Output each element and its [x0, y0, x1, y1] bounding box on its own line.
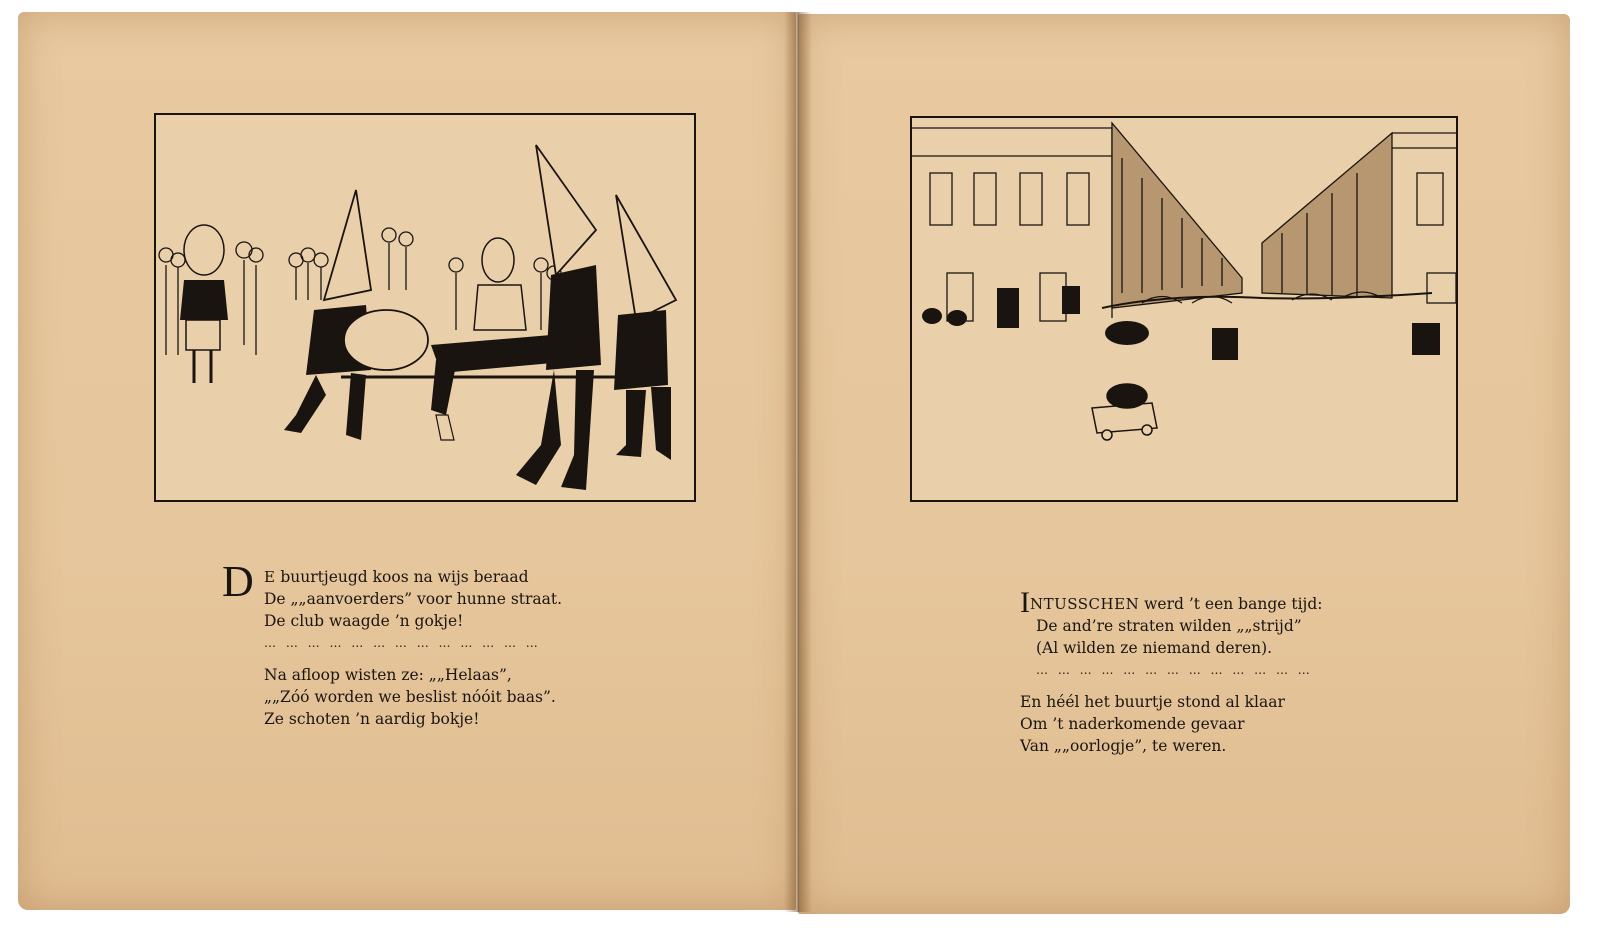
right-receding-building	[1262, 133, 1456, 303]
first-line-caps: NTUSSCHEN	[1030, 595, 1140, 613]
stanza-gap	[1020, 681, 1400, 691]
left-poem	[222, 557, 602, 730]
poem-line: De „„aanvoerders” voor hunne straat.	[264, 590, 563, 608]
first-line-caps: E	[264, 568, 276, 586]
poem-line: Van „„oorlogje”, te weren.	[1020, 737, 1227, 755]
drop-cap: D	[222, 557, 254, 606]
street-barricade-drawing-icon	[912, 118, 1456, 500]
poem-line: En héél het buurtje stond al klaar	[1020, 693, 1285, 711]
left-receding-building	[1112, 123, 1242, 308]
right-illustration	[910, 116, 1458, 502]
shirtless-man	[474, 238, 526, 330]
first-line-rest: werd ’t een bange tijd:	[1139, 595, 1323, 613]
hooded-bearer-2	[516, 145, 601, 490]
toy-cart	[1092, 384, 1157, 440]
poem-line: „„Zóó worden we beslist nóóit baas”.	[264, 688, 556, 706]
poem-line: De and’re straten wilden „„strijd”	[1036, 617, 1302, 635]
right-poem	[1020, 586, 1400, 757]
poem-ellipsis: … … … … … … … … … … … … …	[264, 636, 541, 650]
poem-line: Om ’t naderkomende gevaar	[1020, 715, 1245, 733]
poem-line: De club waagde ’n gokje!	[264, 612, 464, 630]
poem-first-line	[1020, 586, 1400, 619]
left-illustration	[154, 113, 696, 502]
poem-line: Ze schoten ’n aardig bokje!	[264, 710, 480, 728]
standing-man	[180, 225, 228, 383]
book-gutter	[784, 12, 812, 912]
drop-cap: I	[1020, 586, 1030, 619]
poem-line: (Al wilden ze niemand deren).	[1036, 639, 1273, 657]
hooded-bearer-1	[284, 190, 371, 440]
poem-ellipsis: … … … … … … … … … … … … …	[1036, 663, 1313, 677]
hooded-bearer-3	[614, 195, 676, 460]
stanza-gap	[222, 654, 602, 664]
poem-line: Na afloop wisten ze: „„Helaas”,	[264, 666, 512, 684]
first-line-rest: buurtjeugd koos na wijs beraad	[275, 568, 529, 586]
stretcher-procession-drawing-icon	[156, 115, 694, 500]
